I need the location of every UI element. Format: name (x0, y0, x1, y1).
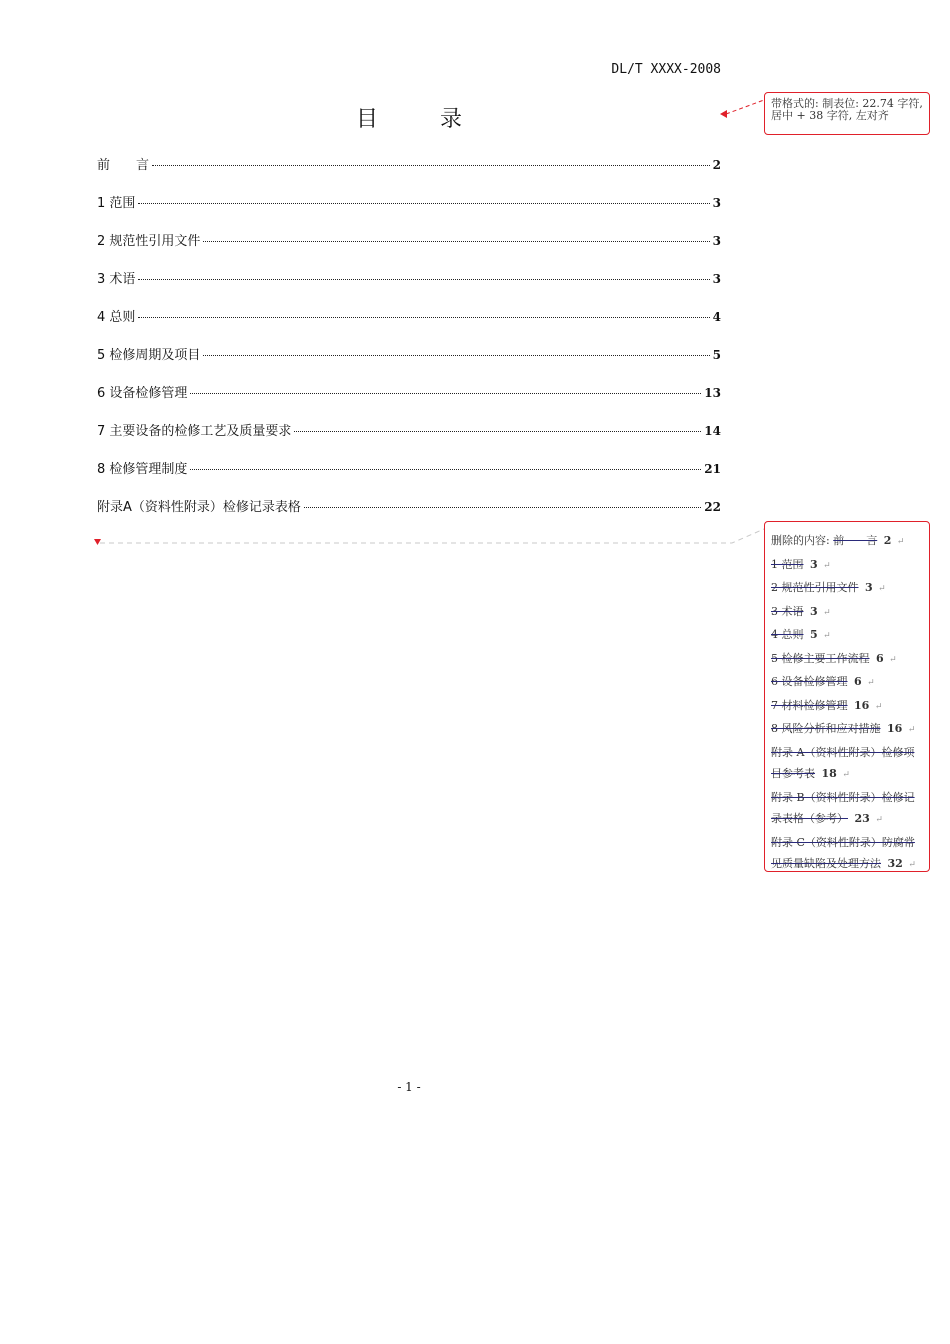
toc-entry-scope[interactable] (97, 192, 721, 230)
deleted-entry-page: 2 (883, 534, 892, 547)
deleted-line (771, 577, 923, 601)
format-comment-connector (726, 100, 764, 114)
deleted-entry-page: 6 (876, 651, 884, 665)
document-code-header: DL/T XXXX-2008 (611, 62, 721, 77)
deleted-line (771, 648, 923, 672)
deleted-entry-page: 6 (854, 675, 862, 688)
toc-leader-dots (203, 241, 709, 242)
toc-leader-dots (138, 203, 709, 204)
toc-entry-label: 7 主要设备的检修工艺及质量要求 (97, 424, 292, 439)
deleted-entry-label: 6 设备检修管理 (771, 675, 848, 688)
toc-entry-label: 附录A（资料性附录）检修记录表格 (97, 500, 301, 515)
deleted-entry-label: 4 总则 (771, 628, 804, 641)
paragraph-mark-icon: ↵ (908, 860, 916, 870)
deleted-prefix: 删除的内容: (771, 534, 830, 547)
toc-entry-equipment-maintenance[interactable] (97, 382, 721, 420)
deleted-comment-anchor-marker (94, 539, 101, 545)
toc-entry-normative-references[interactable] (97, 230, 721, 268)
toc-entry-appendix-a[interactable] (97, 496, 721, 534)
deleted-line (771, 530, 923, 554)
toc-entry-label: 6 设备检修管理 (97, 386, 188, 401)
paragraph-mark-icon: ↵ (823, 560, 831, 571)
toc-entry-page: 14 (704, 424, 721, 438)
deleted-entry-label: 前 言 (833, 534, 878, 547)
deleted-entry-label: 2 规范性引用文件 (771, 581, 859, 594)
toc-entry-label: 8 检修管理制度 (97, 462, 188, 477)
toc-leader-dots (152, 165, 710, 166)
format-comment-balloon[interactable] (764, 92, 930, 135)
deleted-entry-page: 16 (887, 722, 903, 735)
deleted-entry-label: 8 风险分析和应对措施 (771, 722, 881, 735)
toc-entry-label: 2 规范性引用文件 (97, 234, 201, 249)
table-of-contents (97, 154, 721, 534)
toc-entry-page: 22 (704, 500, 721, 514)
deleted-entry-label: 1 范围 (771, 557, 804, 571)
page-number: - 1 - (397, 1080, 421, 1094)
deleted-line (771, 742, 923, 787)
toc-leader-dots (190, 469, 701, 470)
toc-entry-terms[interactable] (97, 268, 721, 306)
deleted-line (771, 671, 923, 695)
toc-leader-dots (304, 507, 701, 508)
toc-entry-label: 前 言 (97, 158, 150, 173)
deleted-line (771, 624, 923, 648)
toc-entry-management-system[interactable] (97, 458, 721, 496)
toc-entry-maintenance-cycle[interactable] (97, 344, 721, 382)
format-comment-anchor-marker (720, 110, 727, 118)
paragraph-mark-icon: ↵ (907, 725, 916, 735)
toc-entry-page: 21 (704, 462, 721, 476)
toc-entry-general[interactable] (97, 306, 721, 344)
toc-leader-dots (294, 431, 701, 432)
paragraph-mark-icon: ↵ (823, 607, 831, 618)
paragraph-mark-icon: ↵ (878, 584, 886, 594)
deleted-entry-page: 3 (865, 581, 873, 594)
format-comment-text: 带格式的: 制表位: 22.74 字符, 居中 + 38 字符, 左对齐 (771, 97, 923, 122)
toc-entry-page: 3 (712, 234, 721, 248)
paragraph-mark-icon: ↵ (823, 631, 831, 641)
deleted-line (771, 718, 923, 742)
deleted-entry-label: 附录 C（资料性附录）防腐常见质量缺陷及处理方法 (771, 835, 915, 870)
deleted-line (771, 554, 923, 578)
deleted-entry-label: 5 检修主要工作流程 (771, 651, 870, 665)
paragraph-mark-icon: ↵ (874, 701, 883, 712)
toc-leader-dots (138, 317, 709, 318)
toc-entry-page: 2 (712, 158, 721, 172)
paragraph-mark-icon: ↵ (896, 537, 905, 547)
toc-entry-page: 4 (712, 310, 721, 324)
deleted-entry-page: 23 (854, 812, 870, 825)
deleted-entry-page: 16 (854, 698, 870, 712)
paragraph-mark-icon: ↵ (867, 678, 875, 688)
toc-entry-label: 5 检修周期及项目 (97, 348, 201, 363)
deleted-line (771, 601, 923, 625)
paragraph-mark-icon: ↵ (889, 654, 897, 665)
toc-entry-process-quality[interactable] (97, 420, 721, 458)
deleted-entry-page: 3 (810, 604, 818, 618)
paragraph-mark-icon: ↵ (842, 770, 850, 780)
toc-entry-label: 1 范围 (97, 196, 136, 211)
toc-leader-dots (203, 355, 709, 356)
deleted-entry-label: 附录 B（资料性附录）检修记录表格（参考） (771, 790, 915, 825)
toc-entry-foreword[interactable] (97, 154, 721, 192)
toc-title: 目录 (355, 107, 524, 132)
toc-entry-label: 3 术语 (97, 272, 136, 287)
toc-leader-dots (138, 279, 709, 280)
toc-entry-page: 3 (712, 272, 721, 286)
deleted-entry-label: 3 术语 (771, 604, 804, 618)
deleted-line (771, 787, 923, 832)
deleted-entry-page: 5 (810, 628, 818, 641)
toc-entry-page: 3 (712, 196, 721, 210)
deleted-line (771, 832, 923, 873)
deleted-line (771, 695, 923, 719)
toc-entry-page: 5 (712, 348, 721, 362)
deleted-entry-page: 3 (810, 557, 818, 571)
deleted-content-balloon[interactable] (764, 521, 930, 872)
deleted-entry-label: 附录 A（资料性附录）检修项目参考表 (771, 745, 915, 780)
deleted-entry-page: 32 (887, 857, 903, 870)
toc-leader-dots (190, 393, 701, 394)
paragraph-mark-icon: ↵ (875, 815, 883, 825)
deleted-entry-label: 7 材料检修管理 (771, 698, 848, 712)
toc-entry-label: 4 总则 (97, 310, 136, 325)
deleted-entry-page: 18 (821, 767, 837, 780)
toc-entry-page: 13 (704, 386, 721, 400)
